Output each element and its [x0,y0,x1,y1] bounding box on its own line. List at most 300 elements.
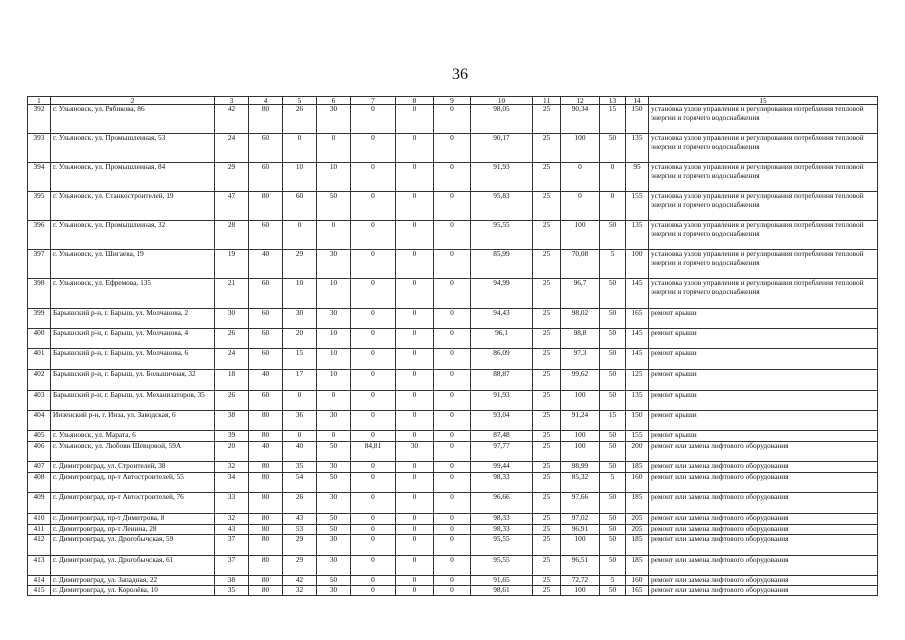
col4-cell: 80 [249,535,283,556]
col12-cell: 100 [561,535,600,556]
col7-cell: 0 [351,431,396,442]
col8-cell: 0 [396,525,434,535]
col5-cell: 20 [283,329,317,349]
col6-cell: 0 [317,221,351,250]
col7-cell: 0 [351,221,396,250]
col7-cell: 0 [351,473,396,493]
col10-cell: 98,05 [471,105,533,134]
table-row [28,134,878,163]
col6-cell: 30 [317,462,351,473]
col5-cell: 60 [283,192,317,221]
col8-cell: 0 [396,250,434,279]
col8-cell: 30 [396,442,434,462]
data-table [27,96,878,596]
col8-cell: 0 [396,349,434,370]
col7-cell: 0 [351,105,396,134]
col14-cell: 150 [626,411,649,431]
col8-cell: 0 [396,576,434,586]
col9-cell: 0 [434,493,471,514]
work-type-cell: установка узлов управления и регулирования потребления тепловой энергии и горячего водоснабжения [649,279,878,309]
col11-cell: 25 [533,329,561,349]
col5-cell: 10 [283,163,317,192]
col12-cell: 97,3 [561,349,600,370]
col9-cell: 0 [434,163,471,192]
col6-cell: 30 [317,556,351,576]
row-number: 412 [28,535,51,556]
work-type-cell: ремонт крыши [649,349,878,370]
col3-cell: 37 [215,535,249,556]
col13-cell: 50 [600,329,626,349]
col5-cell: 29 [283,535,317,556]
col10-cell: 96,1 [471,329,533,349]
col9-cell: 0 [434,473,471,493]
col3-cell: 33 [215,493,249,514]
col7-cell: 84,81 [351,442,396,462]
header-cell: 7 [351,97,396,105]
address-cell: г. Димитровград, пр-т Автостроителей, 76 [51,493,215,514]
work-type-cell: ремонт крыши [649,329,878,349]
col13-cell: 50 [600,535,626,556]
col11-cell: 25 [533,535,561,556]
col7-cell: 0 [351,525,396,535]
col11-cell: 25 [533,431,561,442]
col8-cell: 0 [396,134,434,163]
col3-cell: 26 [215,391,249,411]
col9-cell: 0 [434,525,471,535]
col14-cell: 135 [626,221,649,250]
header-cell: 9 [434,97,471,105]
header-cell: 2 [51,97,215,105]
table-row [28,250,878,279]
work-type-cell: ремонт или замена лифтового оборудования [649,514,878,525]
address-cell: г. Ульяновск, ул. Шигаева, 19 [51,250,215,279]
col13-cell: 15 [600,411,626,431]
table-row [28,192,878,221]
col5-cell: 26 [283,493,317,514]
col10-cell: 91,93 [471,391,533,411]
col8-cell: 0 [396,279,434,309]
col9-cell: 0 [434,514,471,525]
col12-cell: 98,02 [561,309,600,329]
col3-cell: 24 [215,349,249,370]
col13-cell: 50 [600,462,626,473]
row-number: 411 [28,525,51,535]
col6-cell: 30 [317,586,351,596]
col13-cell: 5 [600,473,626,493]
row-number: 397 [28,250,51,279]
col9-cell: 0 [434,370,471,391]
col12-cell: 99,62 [561,370,600,391]
address-cell: Барышский р-н, г. Барыш, ул. Молчанова, 2 [51,309,215,329]
col13-cell: 50 [600,309,626,329]
col4-cell: 80 [249,514,283,525]
col4-cell: 80 [249,411,283,431]
row-number: 405 [28,431,51,442]
col4-cell: 60 [249,309,283,329]
col11-cell: 25 [533,514,561,525]
col9-cell: 0 [434,279,471,309]
row-number: 393 [28,134,51,163]
row-number: 414 [28,576,51,586]
col6-cell: 0 [317,431,351,442]
col4-cell: 40 [249,250,283,279]
col3-cell: 39 [215,431,249,442]
work-type-cell: ремонт или замена лифтового оборудования [649,442,878,462]
col12-cell: 91,24 [561,411,600,431]
col6-cell: 50 [317,525,351,535]
col11-cell: 25 [533,221,561,250]
col10-cell: 98,33 [471,473,533,493]
col11-cell: 25 [533,192,561,221]
col4-cell: 60 [249,163,283,192]
row-number: 408 [28,473,51,493]
row-number: 403 [28,391,51,411]
col8-cell: 0 [396,221,434,250]
header-cell: 1 [28,97,51,105]
col14-cell: 160 [626,576,649,586]
row-number: 402 [28,370,51,391]
row-number: 396 [28,221,51,250]
col12-cell: 96,91 [561,525,600,535]
col3-cell: 43 [215,525,249,535]
col7-cell: 0 [351,192,396,221]
work-type-cell: установка узлов управления и регулирования потребления тепловой энергии и горячего водоснабжения [649,221,878,250]
col3-cell: 21 [215,279,249,309]
col14-cell: 100 [626,250,649,279]
col8-cell: 0 [396,105,434,134]
col9-cell: 0 [434,556,471,576]
header-cell: 10 [471,97,533,105]
work-type-cell: ремонт или замена лифтового оборудования [649,535,878,556]
col5-cell: 0 [283,221,317,250]
col4-cell: 60 [249,329,283,349]
col5-cell: 43 [283,514,317,525]
col5-cell: 0 [283,391,317,411]
col13-cell: 0 [600,163,626,192]
col10-cell: 96,66 [471,493,533,514]
col14-cell: 185 [626,493,649,514]
col9-cell: 0 [434,349,471,370]
row-number: 395 [28,192,51,221]
col9-cell: 0 [434,535,471,556]
col13-cell: 50 [600,349,626,370]
table-row [28,349,878,370]
col14-cell: 165 [626,586,649,596]
address-cell: г. Димитровград, пр-т Автостроителей, 55 [51,473,215,493]
col14-cell: 135 [626,391,649,411]
table-row [28,329,878,349]
col7-cell: 0 [351,514,396,525]
col13-cell: 5 [600,576,626,586]
col10-cell: 97,77 [471,442,533,462]
work-type-cell: ремонт крыши [649,431,878,442]
col9-cell: 0 [434,329,471,349]
col9-cell: 0 [434,134,471,163]
col11-cell: 25 [533,309,561,329]
col3-cell: 35 [215,586,249,596]
col12-cell: 100 [561,442,600,462]
table-row [28,163,878,192]
col5-cell: 29 [283,250,317,279]
col9-cell: 0 [434,105,471,134]
col8-cell: 0 [396,370,434,391]
address-cell: г. Димитровград, ул. Строителей, 38 [51,462,215,473]
row-number: 410 [28,514,51,525]
row-number: 399 [28,309,51,329]
col6-cell: 50 [317,442,351,462]
col14-cell: 160 [626,473,649,493]
table-row [28,221,878,250]
table-row [28,370,878,391]
address-cell: Барышский р-н, г. Барыш, ул. Молчанова, 6 [51,349,215,370]
col7-cell: 0 [351,493,396,514]
col12-cell: 100 [561,431,600,442]
header-cell: 5 [283,97,317,105]
col10-cell: 98,61 [471,586,533,596]
col12-cell: 96,7 [561,279,600,309]
col9-cell: 0 [434,250,471,279]
col6-cell: 50 [317,514,351,525]
col7-cell: 0 [351,329,396,349]
col14-cell: 135 [626,134,649,163]
address-cell: г. Димитровград, ул. Дрогобычская, 59 [51,535,215,556]
table-row [28,442,878,462]
row-number: 415 [28,586,51,596]
col10-cell: 88,87 [471,370,533,391]
col12-cell: 70,08 [561,250,600,279]
col6-cell: 10 [317,370,351,391]
col9-cell: 0 [434,391,471,411]
work-type-cell: ремонт или замена лифтового оборудования [649,576,878,586]
col4-cell: 80 [249,462,283,473]
col10-cell: 95,55 [471,535,533,556]
col6-cell: 30 [317,535,351,556]
col9-cell: 0 [434,576,471,586]
col10-cell: 94,43 [471,309,533,329]
col8-cell: 0 [396,411,434,431]
row-number: 404 [28,411,51,431]
col5-cell: 0 [283,431,317,442]
table-row [28,279,878,309]
col7-cell: 0 [351,250,396,279]
col6-cell: 50 [317,576,351,586]
row-number: 409 [28,493,51,514]
col14-cell: 205 [626,525,649,535]
col7-cell: 0 [351,462,396,473]
col8-cell: 0 [396,462,434,473]
col11-cell: 25 [533,586,561,596]
header-cell: 13 [600,97,626,105]
work-type-cell: ремонт крыши [649,411,878,431]
col12-cell: 0 [561,163,600,192]
col13-cell: 50 [600,391,626,411]
address-cell: г. Димитровград, ул. Западная, 22 [51,576,215,586]
col3-cell: 28 [215,221,249,250]
col3-cell: 20 [215,442,249,462]
col7-cell: 0 [351,586,396,596]
col6-cell: 30 [317,493,351,514]
col10-cell: 99,44 [471,462,533,473]
col3-cell: 38 [215,576,249,586]
col7-cell: 0 [351,309,396,329]
col5-cell: 10 [283,279,317,309]
col9-cell: 0 [434,431,471,442]
address-cell: г. Ульяновск, ул. Рябикова, 86 [51,105,215,134]
col13-cell: 15 [600,105,626,134]
col11-cell: 25 [533,134,561,163]
col8-cell: 0 [396,192,434,221]
col5-cell: 17 [283,370,317,391]
address-cell: г. Ульяновск, ул. Ефремова, 135 [51,279,215,309]
table-row [28,525,878,535]
page-number: 36 [452,66,468,83]
col14-cell: 185 [626,535,649,556]
col6-cell: 10 [317,279,351,309]
table-row [28,514,878,525]
work-type-cell: установка узлов управления и регулирования потребления тепловой энергии и горячего водоснабжения [649,105,878,134]
col12-cell: 98,99 [561,462,600,473]
col7-cell: 0 [351,411,396,431]
col6-cell: 10 [317,329,351,349]
col3-cell: 37 [215,556,249,576]
col11-cell: 25 [533,250,561,279]
col14-cell: 185 [626,556,649,576]
col12-cell: 100 [561,134,600,163]
col13-cell: 50 [600,556,626,576]
col10-cell: 98,33 [471,525,533,535]
col6-cell: 0 [317,391,351,411]
col7-cell: 0 [351,535,396,556]
col14-cell: 145 [626,349,649,370]
header-cell: 14 [626,97,649,105]
col14-cell: 165 [626,309,649,329]
address-cell: г. Ульяновск, ул. Промышленная, 53 [51,134,215,163]
col11-cell: 25 [533,576,561,586]
col3-cell: 32 [215,514,249,525]
col9-cell: 0 [434,586,471,596]
col12-cell: 100 [561,586,600,596]
col12-cell: 97,66 [561,493,600,514]
col6-cell: 10 [317,163,351,192]
col3-cell: 42 [215,105,249,134]
col13-cell: 50 [600,370,626,391]
col7-cell: 0 [351,370,396,391]
col7-cell: 0 [351,134,396,163]
col14-cell: 145 [626,329,649,349]
table-row [28,473,878,493]
col11-cell: 25 [533,493,561,514]
col14-cell: 155 [626,192,649,221]
col11-cell: 25 [533,462,561,473]
col13-cell: 50 [600,221,626,250]
col4-cell: 60 [249,134,283,163]
col10-cell: 98,33 [471,514,533,525]
table-row [28,309,878,329]
address-cell: г. Ульяновск, ул. Любови Шевцовой, 59А [51,442,215,462]
col4-cell: 80 [249,473,283,493]
col4-cell: 40 [249,442,283,462]
col3-cell: 34 [215,473,249,493]
col4-cell: 80 [249,105,283,134]
col6-cell: 0 [317,134,351,163]
col6-cell: 50 [317,473,351,493]
col5-cell: 0 [283,134,317,163]
col10-cell: 85,99 [471,250,533,279]
col8-cell: 0 [396,329,434,349]
col6-cell: 30 [317,105,351,134]
col8-cell: 0 [396,309,434,329]
address-cell: г. Димитровград, ул. Королёва, 10 [51,586,215,596]
col3-cell: 32 [215,462,249,473]
work-type-cell: установка узлов управления и регулирования потребления тепловой энергии и горячего водоснабжения [649,134,878,163]
col10-cell: 91,65 [471,576,533,586]
col12-cell: 96,51 [561,556,600,576]
col14-cell: 95 [626,163,649,192]
col13-cell: 0 [600,192,626,221]
col6-cell: 30 [317,250,351,279]
col9-cell: 0 [434,192,471,221]
col5-cell: 30 [283,309,317,329]
col7-cell: 0 [351,163,396,192]
col11-cell: 25 [533,105,561,134]
col4-cell: 80 [249,556,283,576]
col9-cell: 0 [434,309,471,329]
col5-cell: 29 [283,556,317,576]
col13-cell: 5 [600,250,626,279]
col14-cell: 200 [626,442,649,462]
col10-cell: 95,55 [471,221,533,250]
address-cell: г. Димитровград, пр-т Ленина, 28 [51,525,215,535]
col7-cell: 0 [351,279,396,309]
col11-cell: 25 [533,442,561,462]
col12-cell: 0 [561,192,600,221]
header-cell: 8 [396,97,434,105]
col3-cell: 47 [215,192,249,221]
work-type-cell: установка узлов управления и регулирования потребления тепловой энергии и горячего водоснабжения [649,163,878,192]
col14-cell: 145 [626,279,649,309]
col5-cell: 42 [283,576,317,586]
col10-cell: 91,93 [471,163,533,192]
col13-cell: 50 [600,279,626,309]
header-cell: 4 [249,97,283,105]
address-cell: г. Димитровград, ул. Дрогобычская, 61 [51,556,215,576]
work-type-cell: установка узлов управления и регулирования потребления тепловой энергии и горячего водоснабжения [649,250,878,279]
row-number: 401 [28,349,51,370]
col13-cell: 50 [600,525,626,535]
header-cell: 11 [533,97,561,105]
work-type-cell: ремонт крыши [649,309,878,329]
col3-cell: 29 [215,163,249,192]
col10-cell: 86,09 [471,349,533,370]
col3-cell: 18 [215,370,249,391]
col12-cell: 100 [561,221,600,250]
col14-cell: 150 [626,105,649,134]
col4-cell: 60 [249,279,283,309]
col8-cell: 0 [396,391,434,411]
col6-cell: 30 [317,411,351,431]
work-type-cell: ремонт или замена лифтового оборудования [649,462,878,473]
work-type-cell: ремонт или замена лифтового оборудования [649,586,878,596]
work-type-cell: ремонт крыши [649,370,878,391]
col13-cell: 50 [600,586,626,596]
work-type-cell: ремонт крыши [649,391,878,411]
col3-cell: 24 [215,134,249,163]
col12-cell: 98,8 [561,329,600,349]
col11-cell: 25 [533,349,561,370]
header-cell: 6 [317,97,351,105]
col13-cell: 50 [600,493,626,514]
col7-cell: 0 [351,391,396,411]
